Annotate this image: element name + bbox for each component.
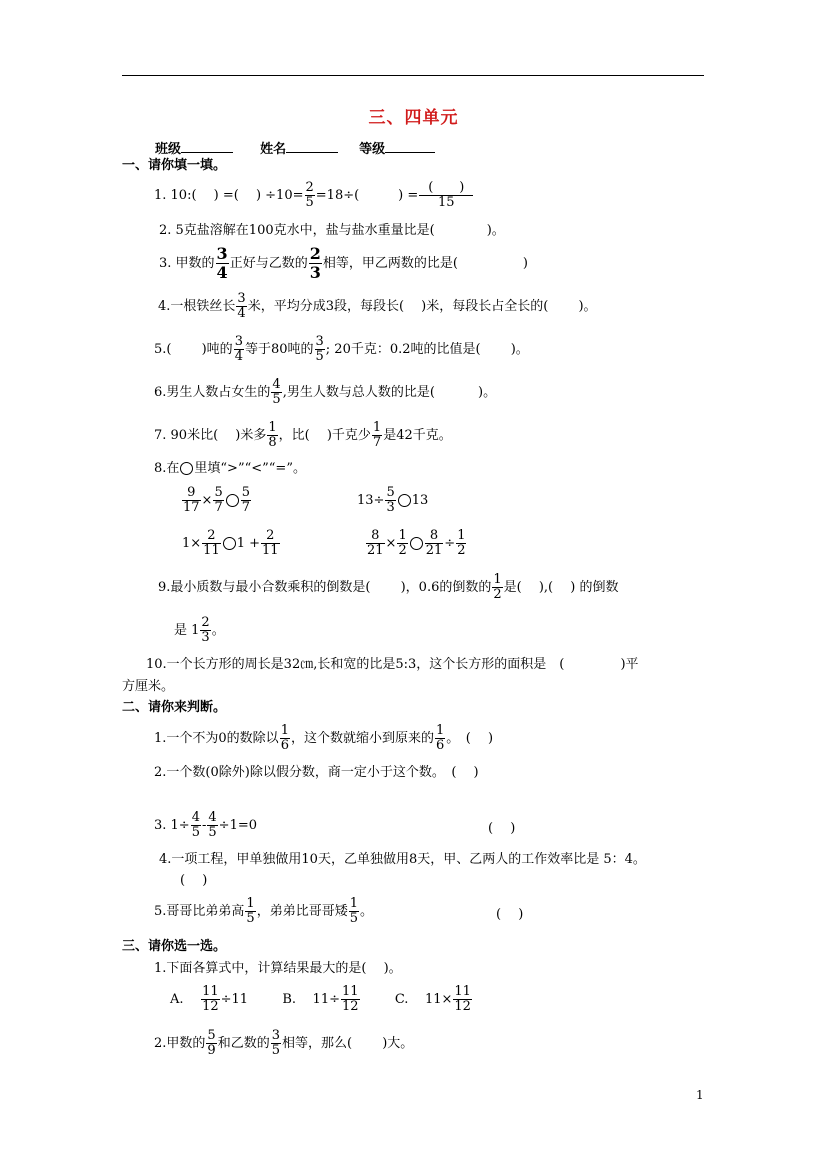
fraction: $\frac{1}{2}$ [457,528,466,558]
fraction: $\frac{2}{5}$ [305,180,314,210]
fraction: $\frac{1}{6}$ [280,723,289,753]
q2-4-answer[interactable]: ( ) [180,873,208,888]
fraction: ( ) 15 [419,181,473,210]
q2-4: 4.一项工程，甲单独做用10天，乙单独做用8天，甲、乙两人的工作效率比是 5：4。 [159,852,646,867]
fraction: $\frac{4}{5}$ [191,810,200,840]
fraction: $\frac{3}{5}$ [315,334,324,364]
fraction: $\frac{1}{8}$ [268,420,277,450]
circle-icon [180,462,193,475]
circle-icon[interactable] [223,537,236,550]
q1-3: 3. 甲数的 $\frac{3}{4}$ 正好与乙数的 $\frac{2}{3}$ 相等，甲乙两数的比是( ) [159,244,528,282]
page-title: 三、四单元 [368,108,459,128]
class-blank[interactable] [181,139,233,153]
fraction: $\frac{5}{9}$ [207,1028,216,1058]
q1-8-expr-1: $\frac{9}{17}$ × $\frac{5}{7}$ $\frac{5}{7}$ [183,485,251,515]
q1-2: 2. 5克盐溶解在100克水中，盐与盐水重量比是( )。 [159,223,505,238]
fraction: $\frac{11}{12}$ [341,984,359,1014]
q3-1-options [170,985,473,1014]
fraction: $\frac{5}{7}$ [241,485,251,515]
fraction: $\frac{1}{5}$ [349,896,358,926]
fraction: $\frac{8}{21}$ [425,528,443,558]
page-number: 1 [696,1088,704,1102]
fraction: $\frac{3}{4}$ [216,244,228,282]
name-label: 姓名 [260,142,287,157]
q1-1: 1. 10:( ) =( ) ÷10= $\frac{2}{5}$ =18÷( ) = ( ) 15 [154,181,474,210]
circle-icon[interactable] [410,537,423,550]
name-blank[interactable] [286,139,338,153]
fraction: $\frac{9}{17}$ [183,485,200,515]
fraction: $\frac{5}{7}$ [214,485,223,515]
option-b[interactable]: B. 11÷ $\frac{11}{12}$ [282,984,359,1014]
q2-5: 5.哥哥比弟弟高 $\frac{1}{5}$ ，弟弟比哥哥矮 $\frac{1}{5}$ 。 [154,896,373,926]
grade-label: 等级 [359,142,386,157]
q3-2: 2.甲数的 $\frac{5}{9}$ 和乙数的 $\frac{3}{5}$ 相等，那么( )大。 [154,1028,414,1058]
fraction: $\frac{2}{3}$ [309,244,321,282]
fraction: $\frac{1}{2}$ [398,528,407,558]
fraction: $\frac{1}{7}$ [372,420,382,450]
q1-4: 4.一根铁丝长 $\frac{3}{4}$ 米，平均分成3段，每段长( )米，每段长占全长的( )。 [158,291,597,321]
fraction: $\frac{2}{3}$ [201,615,210,645]
circle-icon[interactable] [226,494,239,507]
q1-6: 6.男生人数占女生的 $\frac{4}{5}$ ,男生人数与总人数的比是( )。 [154,377,497,407]
option-a[interactable]: A. $\frac{11}{12}$ ÷11 [170,984,249,1014]
fraction: $\frac{1}{6}$ [435,723,445,753]
fraction: $\frac{1}{2}$ [493,572,502,602]
fraction: $\frac{3}{4}$ [234,334,243,364]
q1-7: 7. 90米比( )米多 $\frac{1}{8}$ ，比( )千克少 $\frac{1}{7}$ 是42千克。 [154,420,452,450]
q2-2: 2.一个数(0除外)除以假分数，商一定小于这个数。 ( ) [154,765,479,780]
q1-8-expr-2: 13÷ $\frac{5}{3}$ 13 [357,485,429,515]
q3-1: 1.下面各算式中，计算结果最大的是( )。 [154,961,402,976]
fraction: $\frac{3}{4}$ [237,291,246,321]
fraction: $\frac{2}{11}$ [203,528,220,558]
q1-8-expr-4: $\frac{8}{21}$ × $\frac{1}{2}$ $\frac{8}{21}$ ÷ $\frac{1}{2}$ [367,528,466,558]
section-3-heading: 三、请你选一选。 [122,939,227,954]
fraction: $\frac{8}{21}$ [367,528,384,558]
q1-5: 5.( )吨的 $\frac{3}{4}$ 等于80吨的 $\frac{3}{5}$ ; 20千克：0.2吨的比值是( )。 [154,334,529,364]
q1-8-expr-3: 1× $\frac{2}{11}$ 1 + $\frac{2}{11}$ [182,528,279,558]
header-rule [122,75,704,76]
fraction: $\frac{3}{5}$ [271,1028,280,1058]
q1-9: 9.最小质数与最小合数乘积的倒数是( )，0.6的倒数的 $\frac{1}{2}$ 是( ),( ) 的倒数 [158,572,619,602]
fraction: $\frac{1}{5}$ [246,896,255,926]
fraction: $\frac{11}{12}$ [454,984,471,1014]
header-fields [155,139,435,159]
q1-8: 8.在 里填“>”“<”“=”。 [154,461,306,476]
option-c[interactable]: C. 11× $\frac{11}{12}$ [394,984,471,1014]
q2-5-answer[interactable]: ( ) [496,907,524,922]
grade-blank[interactable] [385,139,435,153]
fraction: $\frac{4}{5}$ [272,377,281,407]
fraction: $\frac{4}{5}$ [208,810,217,840]
q2-1: 1.一个不为0的数除以 $\frac{1}{6}$ ，这个数就缩小到原来的 $\frac{1}{6}$ 。 ( ) [154,723,494,753]
q1-10-cont: 方厘米。 [122,679,175,694]
fraction: $\frac{5}{3}$ [386,485,395,515]
q1-9-cont: 是 1 $\frac{2}{3}$ 。 [174,615,225,645]
section-2-heading: 二、请你来判断。 [122,700,227,715]
class-label: 班级 [155,142,182,157]
q2-3-answer[interactable]: ( ) [488,821,516,836]
fraction: $\frac{11}{12}$ [202,984,219,1014]
fraction: $\frac{2}{11}$ [262,528,279,558]
q2-3: 3. 1÷ $\frac{4}{5}$ - $\frac{4}{5}$ ÷1=0 [154,810,257,840]
section-1-heading: 一、请你填一填。 [122,158,227,173]
circle-icon[interactable] [398,494,411,507]
q1-10: 10.一个长方形的周长是32㎝,长和宽的比是5:3，这个长方形的面积是 ( )平 [146,657,639,672]
